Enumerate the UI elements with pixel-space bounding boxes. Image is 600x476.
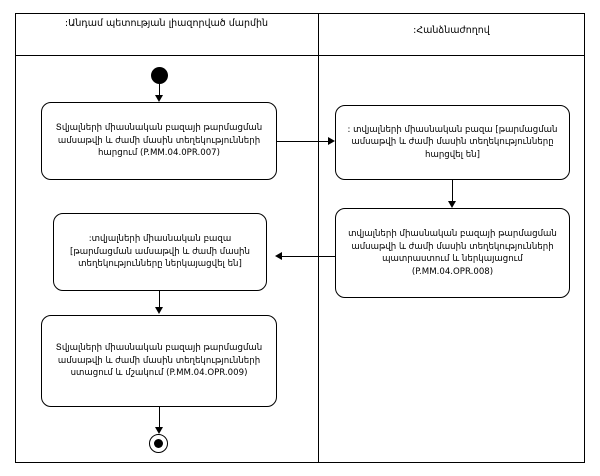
edge-node-c-to-node-d [282, 256, 335, 257]
lane-divider [318, 13, 319, 463]
lane-title-left: :Անդամ պետության լիազորված մարմին [64, 18, 269, 29]
lane-header-rule [15, 55, 585, 56]
start-node [151, 67, 168, 84]
activity-node-request-update-info[interactable] [41, 102, 277, 180]
end-node [149, 434, 168, 453]
edge-node-d-to-node-e [159, 291, 160, 307]
edge-node-d-to-node-e-arrow [155, 307, 163, 314]
activity-node-request-update-info-label: Տվյալների միասնական բազայի թարմացման ամսաթվի և ժամի մասին տեղեկությունների հարցում (P.MM.04.0PR.007) [55, 123, 263, 159]
edge-start-to-node-a-arrow [155, 95, 163, 102]
object-node-db-submitted-label: :տվյալների միասնական բազա [թարմացման ամսաթվի և ժամի մասին տեղեկությունները ներկայացվել են] [70, 234, 250, 270]
edge-node-b-to-node-c [452, 180, 453, 201]
edge-node-a-to-node-b [277, 141, 328, 142]
activity-node-receive-and-process[interactable] [41, 315, 277, 407]
activity-node-prepare-and-submit-label: տվյալների միասնական բազայի թարմացման ամսաթվի և ժամի մասին տեղեկությունների պատրաստում և ներկայացում (P.MM.04.OPR.008) [348, 229, 557, 277]
lane-title-right: :Հանձնաժողով [413, 25, 490, 36]
edge-node-b-to-node-c-arrow [448, 201, 456, 208]
edge-node-e-to-end-arrow [155, 427, 163, 434]
object-node-db-requested[interactable] [335, 105, 570, 180]
activity-node-prepare-and-submit[interactable] [335, 208, 570, 298]
activity-node-receive-and-process-label: Տվյալների միասնական բազայի թարմացման ամսաթվի և ժամի մասին տեղեկությունների ստացում և մշակում (P.MM.04.OPR.009) [55, 343, 263, 379]
object-node-db-requested-label: : տվյալների միասնական բազա [թարմացման ամսաթվի և ժամի մասին տեղեկությունները հարցվել են] [347, 124, 558, 160]
edge-node-e-to-end [159, 407, 160, 427]
edge-start-to-node-a [159, 84, 160, 95]
edge-node-c-to-node-d-arrow [275, 252, 282, 260]
edge-node-a-to-node-b-arrow [328, 137, 335, 145]
object-node-db-submitted[interactable] [53, 213, 267, 291]
